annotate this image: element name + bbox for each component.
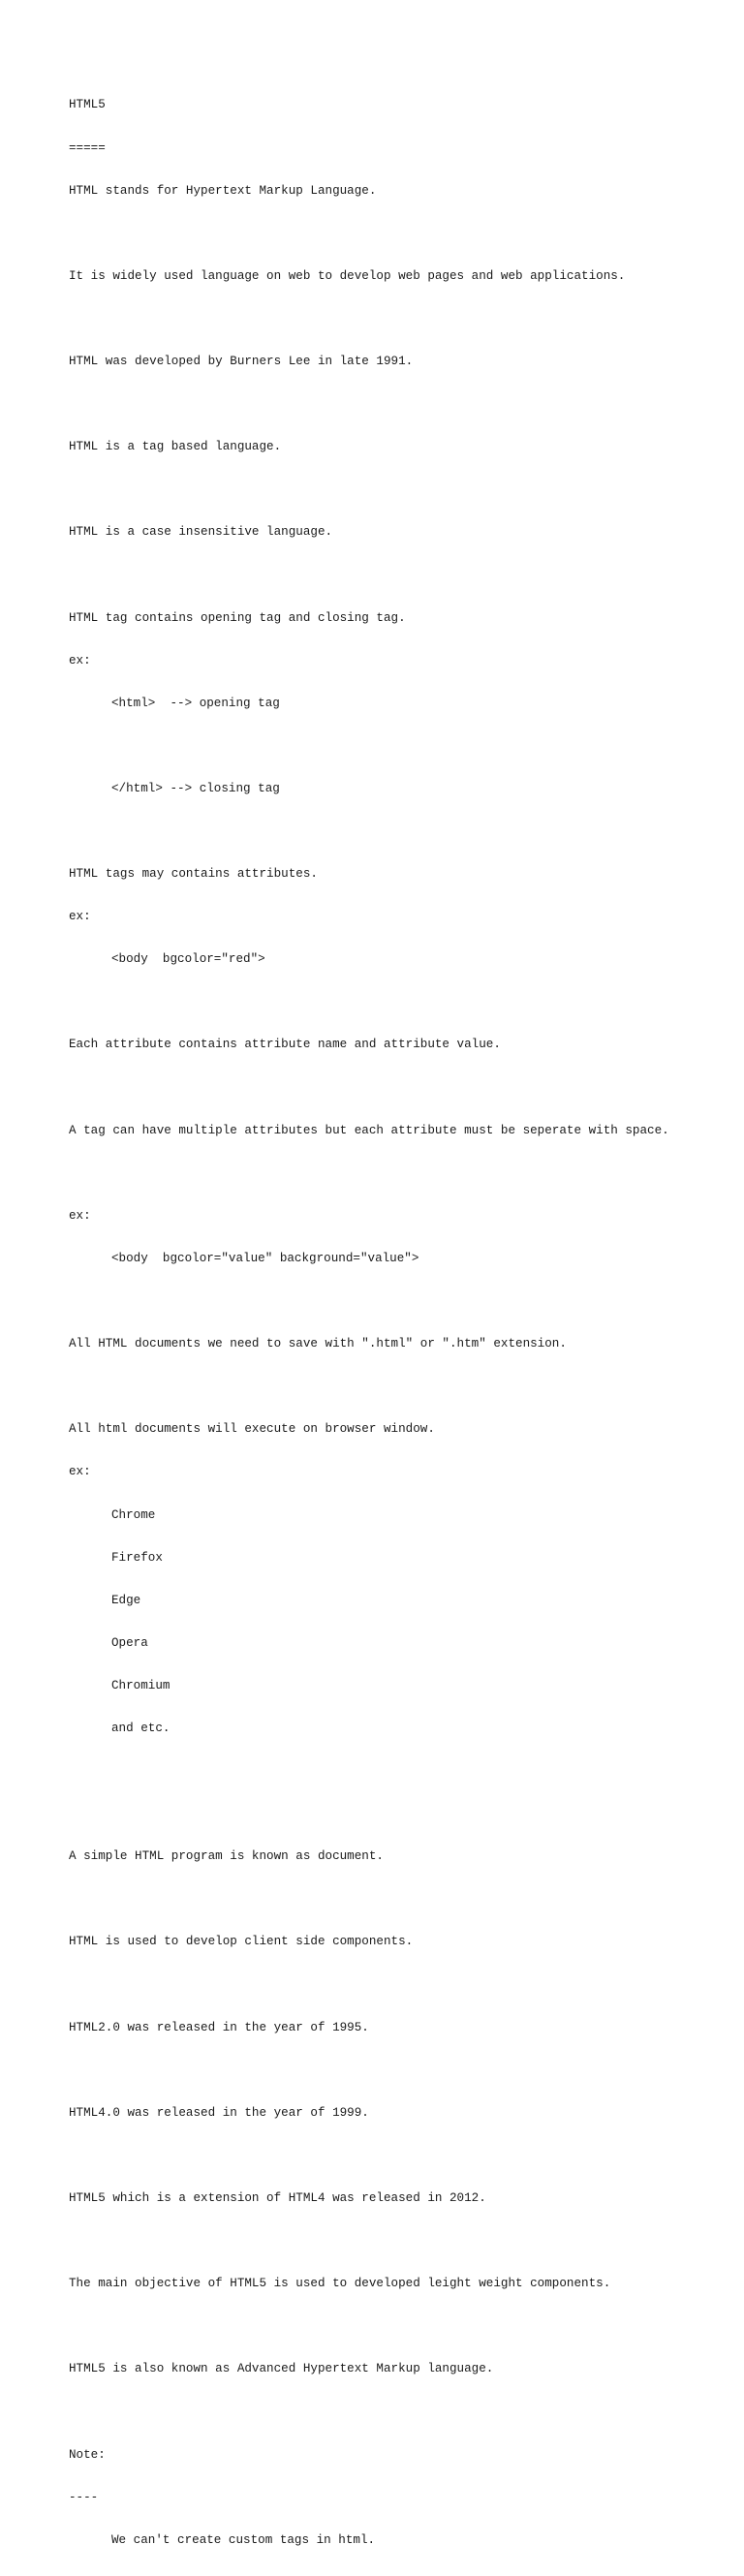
title-underline: =====: [69, 140, 106, 155]
paragraph: HTML4.0 was released in the year of 1999.: [69, 2105, 369, 2120]
paragraph: All html documents will execute on browser window.: [69, 1422, 435, 1437]
blank-line: [69, 1294, 669, 1309]
paragraph: HTML is a tag based language.: [69, 440, 282, 454]
blank-line: [69, 1081, 669, 1096]
note-text: We can't create custom tags in html.: [111, 2532, 376, 2547]
note-label: Note:: [69, 2447, 106, 2462]
paragraph: The main objective of HTML5 is used to developed leight weight components.: [69, 2277, 611, 2291]
blank-line: [69, 1380, 669, 1394]
paragraph: A simple HTML program is known as document.: [69, 1849, 384, 1864]
paragraph: HTML2.0 was released in the year of 1995.: [69, 2020, 369, 2034]
blank-line: [69, 2405, 669, 2419]
paragraph: HTML is a case insensitive language.: [69, 525, 333, 540]
paragraph: HTML tags may contains attributes.: [69, 867, 318, 882]
example-code: <body bgcolor="value" background="value">: [111, 1251, 419, 1265]
blank-line: [69, 1166, 669, 1181]
paragraph: It is widely used language on web to develop web pages and web applications.: [69, 268, 626, 283]
paragraph: A tag can have multiple attributes but each attribute must be seperate with space.: [69, 1123, 669, 1137]
example-label: ex:: [69, 1208, 91, 1223]
paragraph: HTML5 is also known as Advanced Hypertext Markup language.: [69, 2362, 494, 2376]
document-body: [69, 70, 669, 2576]
example-label: ex:: [69, 910, 91, 924]
blank-line: [69, 1892, 669, 1907]
paragraph: Each attribute contains attribute name and attribute value.: [69, 1038, 501, 1052]
blank-line: [69, 1807, 669, 1821]
blank-line: [69, 2149, 669, 2163]
note-underline: ----: [69, 2490, 99, 2504]
blank-line: [69, 2064, 669, 2078]
blank-line: [69, 312, 669, 326]
example-code: <html> --> opening tag: [111, 696, 280, 710]
blank-line: [69, 1764, 669, 1779]
browser-item: Chromium: [111, 1678, 170, 1692]
browser-item: Firefox: [111, 1550, 163, 1565]
document-title: HTML5: [69, 98, 106, 112]
browser-item: and etc.: [111, 1721, 170, 1735]
blank-line: [69, 568, 669, 582]
browser-item: Chrome: [111, 1507, 156, 1522]
paragraph: HTML is used to develop client side components.: [69, 1935, 414, 1949]
blank-line: [69, 824, 669, 839]
blank-line: [69, 2234, 669, 2249]
blank-line: [69, 2319, 669, 2334]
example-code: </html> --> closing tag: [111, 781, 280, 795]
paragraph: HTML was developed by Burners Lee in late 1991.: [69, 354, 414, 368]
example-label: ex:: [69, 653, 91, 667]
example-code: <body bgcolor="red">: [111, 952, 265, 967]
browser-item: Opera: [111, 1635, 148, 1650]
blank-line: [69, 995, 669, 1009]
paragraph: HTML tag contains opening tag and closing tag.: [69, 610, 406, 625]
blank-line: [69, 739, 669, 754]
browser-item: Edge: [111, 1593, 141, 1607]
example-label: ex:: [69, 1465, 91, 1479]
blank-line: [69, 227, 669, 241]
paragraph: HTML stands for Hypertext Markup Language.: [69, 183, 377, 198]
blank-line: [69, 1978, 669, 1993]
blank-line: [69, 482, 669, 497]
blank-line: [69, 397, 669, 412]
paragraph: HTML5 which is a extension of HTML4 was released in 2012.: [69, 2191, 486, 2205]
paragraph: All HTML documents we need to save with ".html" or ".htm" extension.: [69, 1337, 567, 1351]
